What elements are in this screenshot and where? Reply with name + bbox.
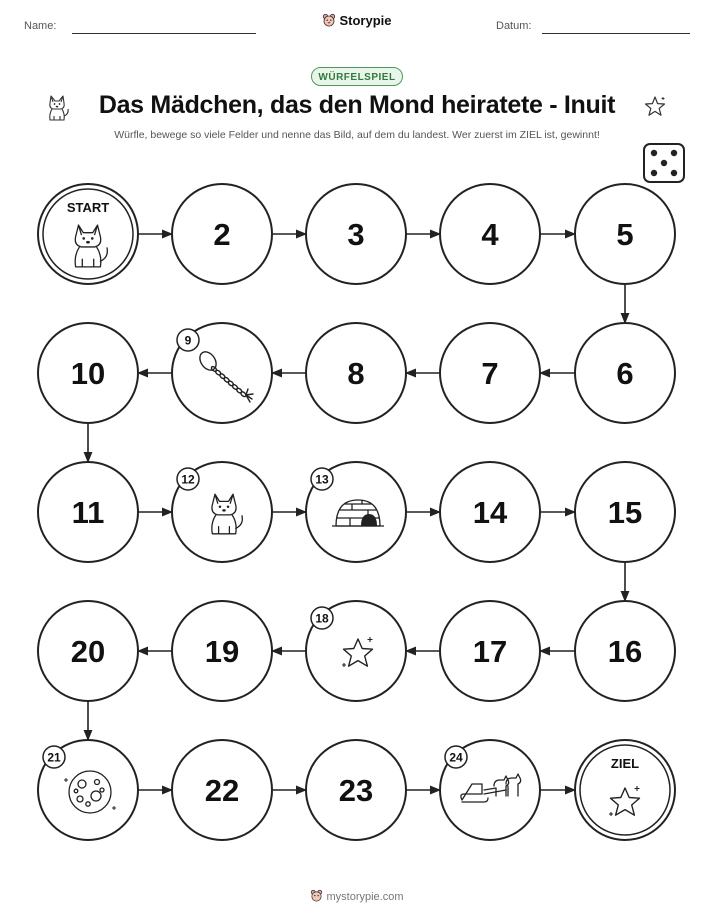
board-space <box>306 740 406 840</box>
space-number: 17 <box>472 634 508 669</box>
instructions: Würfle, bewege so viele Felder und nenne das Bild, auf dem du landest. Wer zuerst im ZIEL ist, gewinnt! <box>114 129 600 141</box>
game-type-badge: WÜRFELSPIEL <box>311 67 403 86</box>
finish-label: ZIEL <box>610 756 640 771</box>
board-space <box>38 601 138 701</box>
board-space <box>172 601 272 701</box>
board-space <box>440 323 540 423</box>
space-number: 5 <box>616 217 634 252</box>
board-space <box>575 323 675 423</box>
board-space <box>575 740 675 840</box>
board-space <box>172 323 272 423</box>
board-space <box>440 740 540 840</box>
board-space <box>306 601 406 701</box>
footer <box>0 889 714 903</box>
board-space <box>306 462 406 562</box>
space-number: 16 <box>607 634 643 669</box>
space-number: 19 <box>204 634 240 669</box>
space-number: 10 <box>70 356 106 391</box>
space-number: 15 <box>607 495 643 530</box>
space-number: 22 <box>204 773 240 808</box>
space-number: 4 <box>481 217 499 252</box>
start-label: START <box>66 200 110 215</box>
board-space <box>575 462 675 562</box>
name-label: Name: <box>24 20 57 32</box>
space-number: 24 <box>449 750 463 765</box>
space-number: 3 <box>347 217 365 252</box>
space-number: 6 <box>616 356 634 391</box>
brand-name: Storypie <box>339 13 392 28</box>
space-number: 14 <box>472 495 508 530</box>
space-number: 7 <box>481 356 499 391</box>
board-space <box>440 462 540 562</box>
space-number: 9 <box>184 333 192 348</box>
board-space <box>38 740 138 840</box>
space-number: 21 <box>47 750 61 765</box>
board-space <box>172 462 272 562</box>
space-number: 20 <box>70 634 106 669</box>
page-title: Das Mädchen, das den Mond heiratete - Inuit <box>98 91 616 119</box>
board-space <box>575 601 675 701</box>
board-space <box>440 601 540 701</box>
footer-url: mystorypie.com <box>326 891 404 903</box>
board-space <box>306 323 406 423</box>
space-number: 8 <box>347 356 365 391</box>
space-number: 23 <box>338 773 374 808</box>
space-number: 2 <box>213 217 231 252</box>
space-number: 11 <box>71 495 105 530</box>
board-space <box>575 184 675 284</box>
board-space <box>38 323 138 423</box>
space-number: 13 <box>315 472 329 487</box>
space-number: 12 <box>181 472 195 487</box>
board-space <box>38 462 138 562</box>
board-space <box>38 184 138 284</box>
board-space <box>440 184 540 284</box>
storypie-bear-icon <box>310 889 323 902</box>
board-space <box>172 184 272 284</box>
space-number: 18 <box>315 611 329 626</box>
board-space <box>172 740 272 840</box>
board-space <box>306 184 406 284</box>
date-label: Datum: <box>496 20 532 32</box>
